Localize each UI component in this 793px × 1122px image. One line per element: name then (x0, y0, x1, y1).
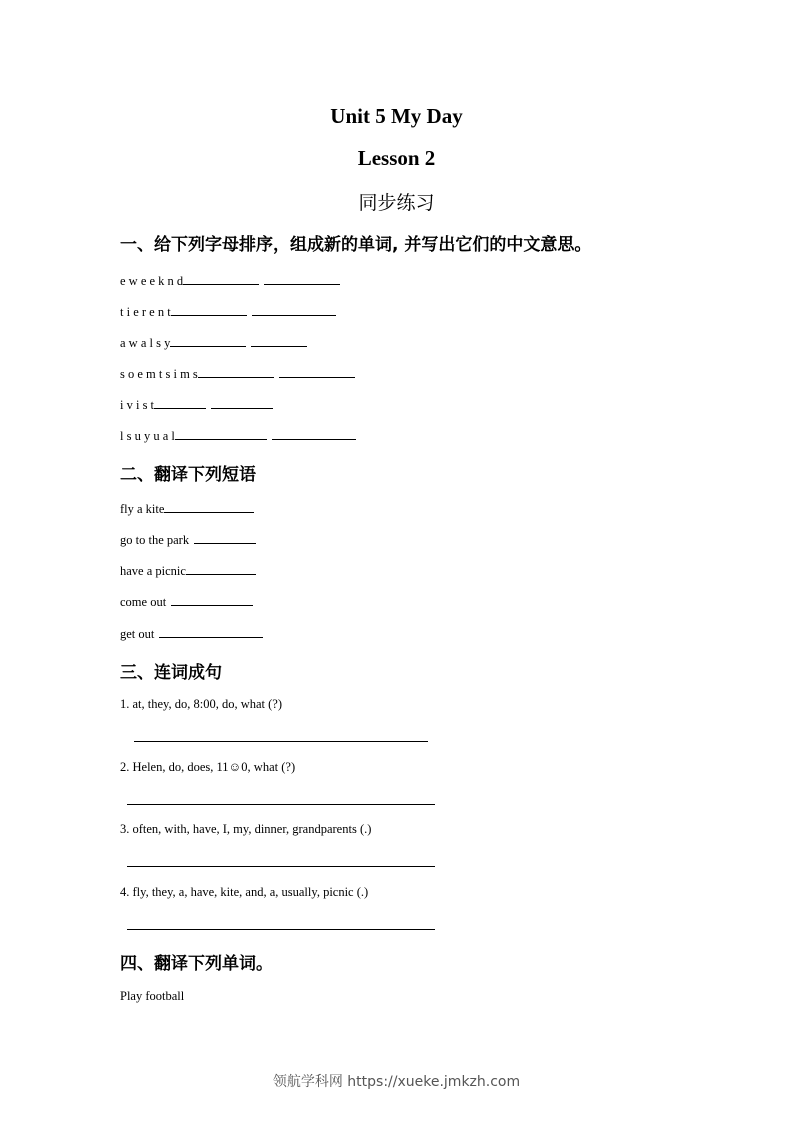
sentence-prompt: 4. fly, they, a, have, kite, and, a, usually, picnic (.) (120, 885, 369, 899)
translation-blank[interactable] (164, 500, 254, 513)
meaning-blank[interactable] (252, 303, 336, 316)
section3-heading: 三、连词成句 (120, 663, 222, 683)
answer-line[interactable] (127, 804, 435, 805)
phrase: come out (120, 595, 167, 609)
word-blank[interactable] (154, 396, 206, 409)
phrase: fly a kite (120, 502, 165, 516)
word-blank[interactable] (171, 303, 247, 316)
list-item: Play football (120, 989, 185, 1003)
scrambled-letters: s o e m t s i m s (120, 367, 198, 381)
list-item (120, 272, 340, 289)
word-blank[interactable] (175, 427, 267, 440)
sentence-prompt: 1. at, they, do, 8:00, do, what (?) (120, 697, 282, 711)
scrambled-letters: l s u y u a l (120, 429, 175, 443)
section1-heading: 一、给下列字母排序，组成新的单词, 并写出它们的中文意思。 (120, 235, 592, 255)
word-blank[interactable] (170, 334, 246, 347)
section2-heading: 二、翻译下列短语 (120, 465, 256, 485)
meaning-blank[interactable] (279, 365, 355, 378)
list-item (120, 427, 356, 444)
scrambled-letters: i v i s t (120, 398, 155, 412)
section4-heading: 四、翻译下列单词。 (120, 954, 273, 974)
sentence-prompt: 3. often, with, have, I, my, dinner, grandparents (.) (120, 822, 372, 836)
scrambled-letters: t i e r e n t (120, 305, 171, 319)
list-item (120, 625, 263, 642)
list-item (120, 531, 256, 548)
meaning-blank[interactable] (264, 272, 340, 285)
word-blank[interactable] (183, 272, 259, 285)
answer-line[interactable] (127, 929, 435, 930)
footer-watermark: 领航学科网 https://xueke.jmkzh.com (272, 1074, 521, 1090)
answer-line[interactable] (127, 866, 435, 867)
scrambled-letters: a w a l s y (120, 336, 171, 350)
translation-blank[interactable] (159, 625, 263, 638)
translation-blank[interactable] (171, 593, 253, 606)
list-item (120, 593, 253, 610)
translation-blank[interactable] (194, 531, 256, 544)
list-item (120, 303, 336, 320)
word-blank[interactable] (198, 365, 274, 378)
phrase: get out (120, 627, 155, 641)
page-title: Unit 5 My Day (330, 104, 463, 128)
sentence-prompt: 2. Helen, do, does, 11☺0, what (?) (120, 760, 296, 774)
meaning-blank[interactable] (211, 396, 273, 409)
list-item (120, 562, 256, 579)
list-item (120, 365, 355, 382)
meaning-blank[interactable] (251, 334, 307, 347)
meaning-blank[interactable] (272, 427, 356, 440)
list-item (120, 334, 307, 351)
subtitle: 同步练习 (358, 192, 435, 214)
scrambled-letters: e w e e k n d (120, 274, 184, 288)
phrase: have a picnic (120, 564, 186, 578)
lesson-title: Lesson 2 (357, 146, 436, 170)
translation-blank[interactable] (186, 562, 256, 575)
answer-line[interactable] (134, 741, 428, 742)
list-item (120, 396, 273, 413)
phrase: go to the park (120, 533, 190, 547)
list-item (120, 500, 254, 517)
